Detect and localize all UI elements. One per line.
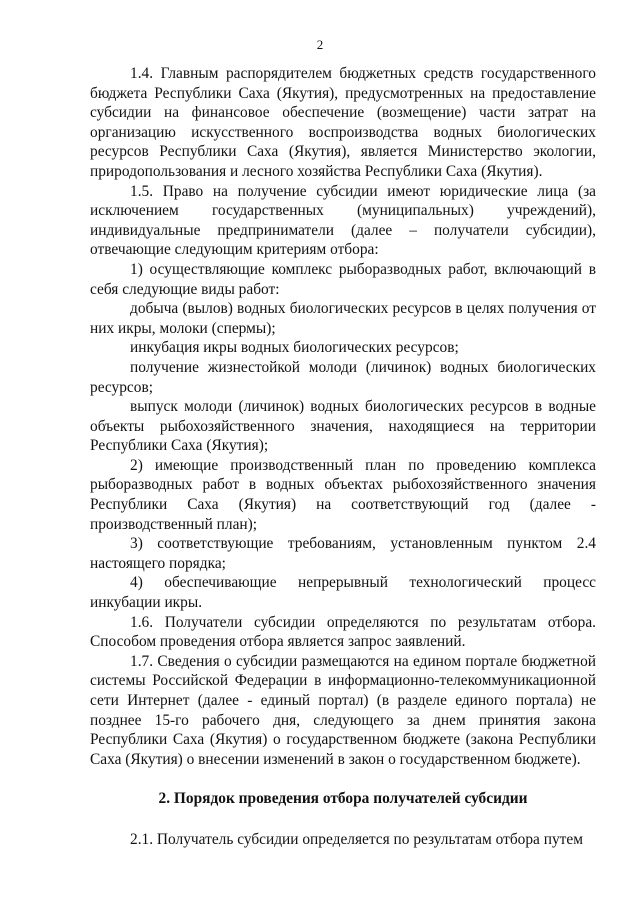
criterion-4: 4) обеспечивающие непрерывный технологический процесс инкубации икры.: [90, 574, 596, 612]
section-heading: 2. Порядок проведения отбора получателей субсидии: [158, 790, 528, 808]
work-type-extraction: добыча (вылов) водных биологических ресурсов в целях получения от них икры, молоки (спермы);: [90, 300, 596, 337]
paragraph-2-1: 2.1. Получатель субсидии определяется по результатам отбора путем: [130, 830, 583, 848]
work-type-incubation: инкубация икры водных биологических ресурсов;: [130, 339, 459, 357]
criterion-1: 1) осуществляющие комплекс рыборазводных работ, включающий в себя следующие виды работ:: [90, 260, 596, 298]
paragraph-1-6: 1.6. Получатели субсидии определяются по результатам отбора. Способом проведения отбора является запрос заявлений.: [90, 613, 596, 651]
document-body: [90, 64, 596, 850]
criterion-2: 2) имеющие производственный план по проведению комплекса рыборазводных работ в водных объектах рыбохозяйственного значения Республики Саха (Якутия) на соответствующий год (далее - производственный план);: [90, 456, 596, 533]
paragraph-1-5: 1.5. Право на получение субсидии имеют юридические лица (за исключением государственных (муниципальных) учреждений), индивидуальные предприниматели (далее – получатели субсидии), отвечающие следующим критериям отбора:: [90, 182, 596, 259]
criterion-3: 3) соответствующие требованиям, установленным пунктом 2.4 настоящего порядка;: [90, 535, 596, 572]
page-number: 2: [316, 37, 324, 52]
work-type-release: выпуск молоди (личинок) водных биологических ресурсов в водные объекты рыбохозяйственного значения, находящиеся на территории Республики Саха (Якутия);: [90, 398, 596, 455]
work-type-juveniles: получение жизнестойкой молоди (личинок) водных биологических ресурсов;: [90, 358, 596, 396]
paragraph-1-7: 1.7. Сведения о субсидии размещаются на едином портале бюджетной системы Российской Федерации в информационно-телекоммуникационной сети Интернет (далее - единый портал) (в разделе единого портала) не позднее 15-го рабочего дня, следующего за днем принятия закона Республики Саха (Якутия) о государственном бюджете (закона Республики Саха (Якутия) о внесении изменений в закон о государственном бюджете).: [90, 652, 596, 768]
paragraph-1-4: 1.4. Главным распорядителем бюджетных средств государственного бюджета Республики Саха (Якутия), предусмотренных на предоставление субсидии на финансовое обеспечение (возмещение) части затрат на организацию искусственного воспроизводства водных биологических ресурсов Республики Саха (Якутия), является Министерство экологии, природопользования и лесного хозяйства Республики Саха (Якутия).: [90, 65, 596, 180]
